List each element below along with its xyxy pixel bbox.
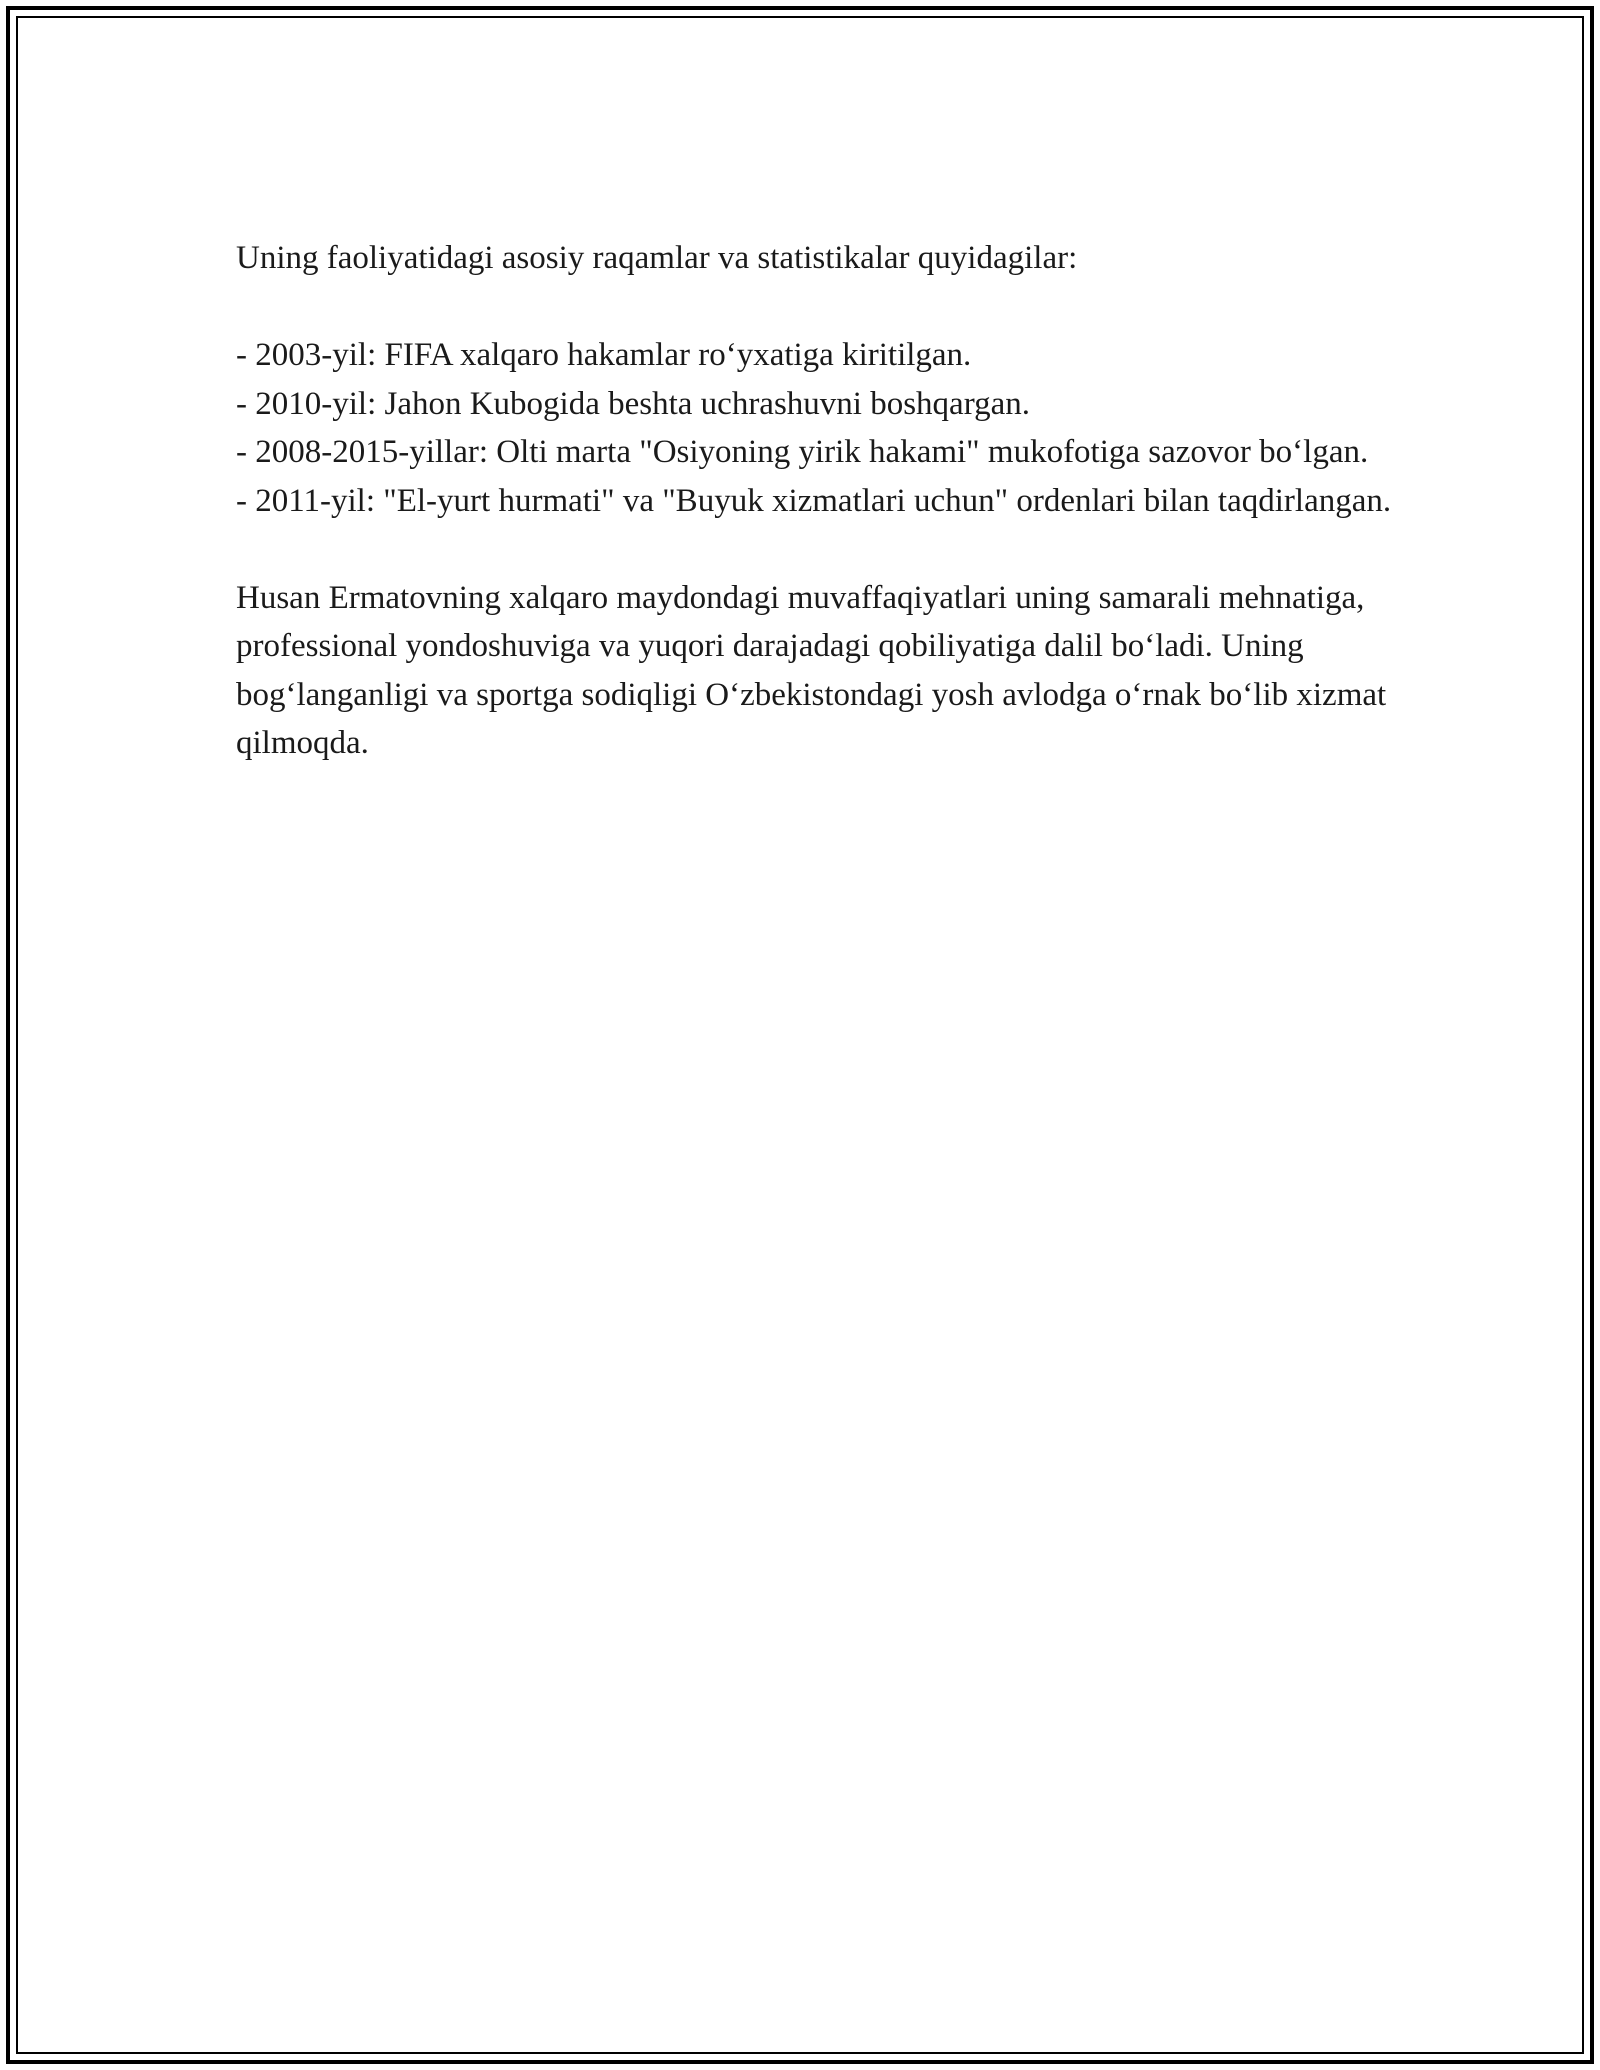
document-body xyxy=(236,234,1396,768)
paragraph-spacer xyxy=(236,283,1396,332)
list-item: - 2011-yil: "El-yurt hurmati" va "Buyuk xizmatlari uchun" ordenlari bilan taqdirlangan. xyxy=(236,482,1392,519)
list-item: - 2003-yil: FIFA xalqaro hakamlar ro‘yxatiga kiritilgan. xyxy=(236,337,972,373)
conclusion-paragraph: Husan Ermatovning xalqaro maydondagi muvaffaqiyatlari uning samarali mehnatiga, professional yondoshuviga va yuqori darajadagi qobiliyatiga dalil bo‘ladi. Uning bog‘langanligi va sportga sodiqligi O‘zbekistondagi yosh avlodga o‘rnak bo‘lib xizmat qilmoqda. xyxy=(236,579,1387,761)
list-item: - 2008-2015-yillar: Olti marta "Osiyoning yirik hakami" mukofotiga sazovor bo‘lgan. xyxy=(236,434,1369,470)
intro-paragraph: Uning faoliyatidagi asosiy raqamlar va statistikalar quyidagilar: xyxy=(236,240,1078,276)
paragraph-spacer xyxy=(236,525,1396,574)
list-item: - 2010-yil: Jahon Kubogida beshta uchrashuvni boshqargan. xyxy=(236,385,1030,422)
